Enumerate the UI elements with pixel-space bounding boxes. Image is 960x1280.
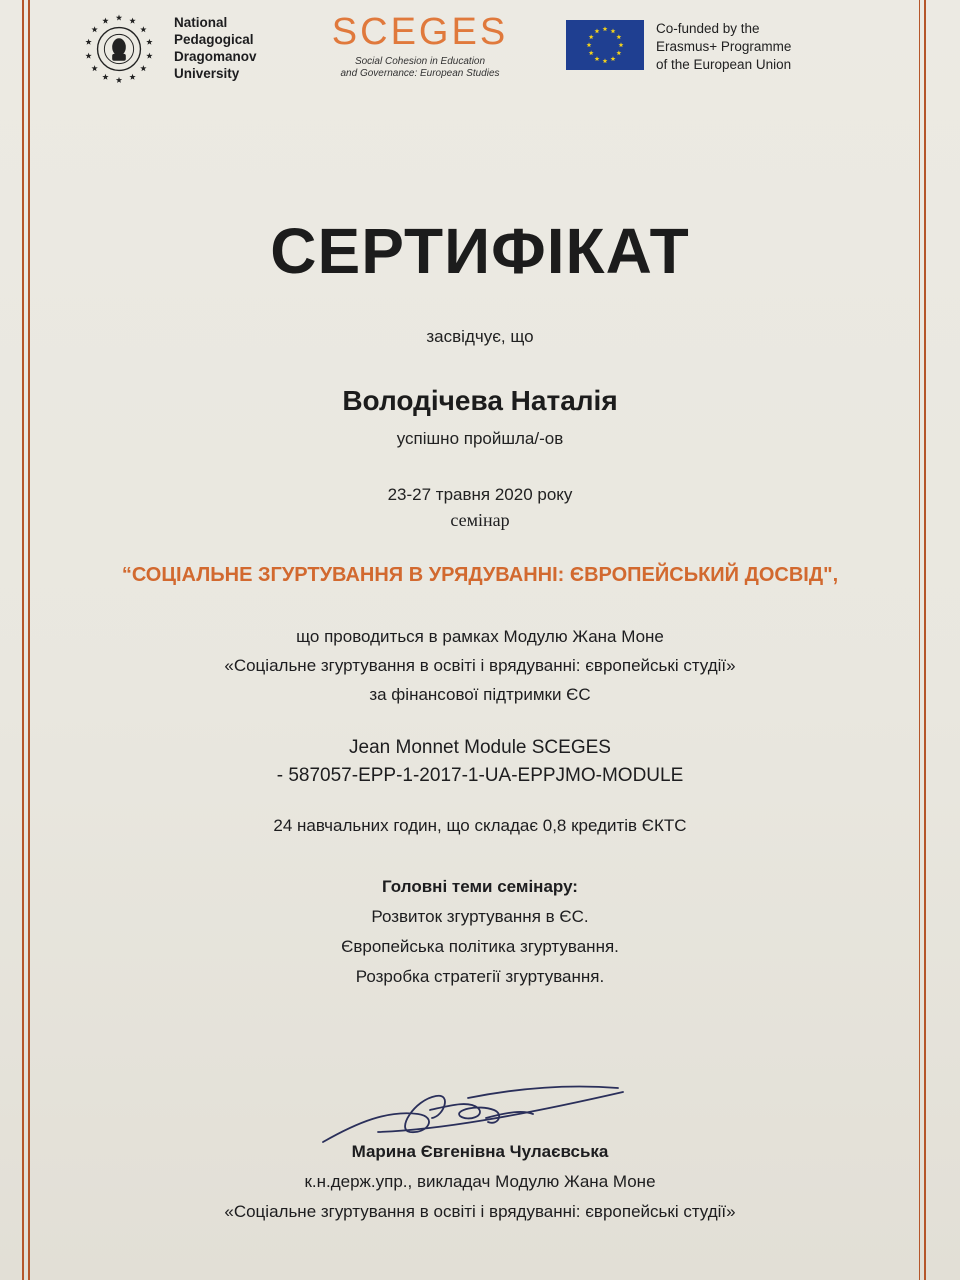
eu-funding-line: of the European Union — [656, 57, 792, 72]
topic-item: Розробка стратегії згуртування. — [355, 967, 605, 986]
certificate-title: СЕРТИФІКАТ — [270, 215, 690, 287]
emblem-star-icon — [102, 18, 108, 24]
framework-line: за фінансової підтримки ЄС — [369, 685, 591, 704]
signer-name: Марина Євгенівна Чулаєвська — [351, 1142, 609, 1161]
emblem-star-icon — [102, 74, 108, 80]
university-name-line: Dragomanov — [174, 49, 257, 64]
emblem-star-icon — [129, 18, 135, 24]
emblem-star-icon — [129, 74, 135, 80]
topics-heading: Головні теми семінару: — [382, 877, 578, 896]
certifies-text: засвідчує, що — [426, 327, 534, 346]
emblem-star-icon — [91, 65, 97, 71]
completed-text: успішно пройшла/-ов — [396, 429, 564, 448]
seminar-title: “СОЦІАЛЬНЕ ЗГУРТУВАННЯ В УРЯДУВАННІ: ЄВРОПЕЙСЬКИЙ ДОСВІД", — [121, 564, 839, 586]
emblem-star-icon — [85, 53, 91, 59]
hours-credits: 24 навчальних годин, що складає 0,8 кредитів ЄКТС — [273, 816, 687, 835]
eu-funding-line: Erasmus+ Programme — [656, 39, 792, 54]
signer-title: к.н.держ.упр., викладач Модулю Жана Моне — [304, 1172, 656, 1191]
emblem-star-icon — [140, 65, 146, 71]
emblem-star-icon — [91, 26, 97, 32]
university-name — [174, 14, 257, 82]
emblem-star-icon — [140, 26, 146, 32]
seminar-word: семінар — [450, 510, 510, 530]
seminar-dates: 23-27 травня 2020 року — [387, 485, 573, 504]
emblem-star-icon — [116, 77, 122, 83]
emblem-star-icon — [85, 39, 91, 45]
eu-flag-icon — [566, 20, 644, 70]
topic-item: Розвиток згуртування в ЄС. — [371, 907, 589, 926]
signer-module: «Соціальне згуртування в освіті і врядуванні: європейські студії» — [224, 1202, 736, 1221]
sceges-logo-word: SCEGES — [331, 11, 509, 53]
sceges-logo-subtitle: Social Cohesion in Education — [354, 56, 486, 67]
module-info — [0, 734, 960, 790]
sceges-logo-subtitle: and Governance: European Studies — [340, 68, 500, 79]
recipient-name: Володічева Наталія — [342, 385, 618, 416]
eu-funding-note — [656, 20, 791, 74]
module-line: Jean Monnet Module SCEGES — [349, 737, 611, 758]
sceges-logo — [300, 8, 540, 80]
university-name-line: University — [174, 66, 240, 81]
module-line: - 587057-EPP-1-2017-1-UA-EPPJMO-MODULE — [276, 765, 684, 786]
seminar-topics — [0, 872, 960, 992]
university-name-line: Pedagogical — [174, 32, 254, 47]
emblem-star-icon — [146, 53, 152, 59]
framework-info — [0, 622, 960, 709]
emblem-star-icon — [146, 39, 152, 45]
topic-item: Європейська політика згуртування. — [341, 937, 619, 956]
university-name-line: National — [174, 15, 228, 30]
framework-line: що проводиться в рамках Модулю Жана Моне — [296, 627, 664, 646]
eu-funding-line: Co-funded by the — [656, 21, 760, 36]
framework-line: «Соціальне згуртування в освіті і врядуванні: європейські студії» — [224, 656, 736, 675]
university-emblem-icon — [80, 10, 158, 88]
emblem-star-icon — [116, 14, 122, 20]
